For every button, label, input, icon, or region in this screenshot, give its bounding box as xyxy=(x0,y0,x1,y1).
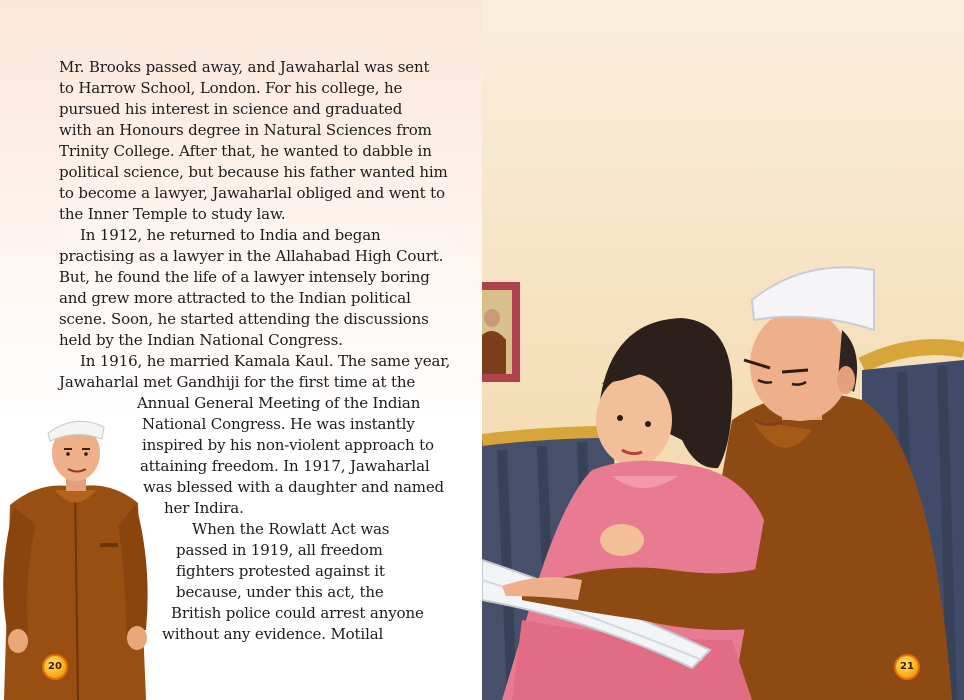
text-line: passed in 1919, all freedom xyxy=(176,541,383,559)
text-line: Trinity College. After that, he wanted to dabble in xyxy=(59,142,432,160)
text-line: National Congress. He was instantly xyxy=(142,415,415,433)
text-line: with an Honours degree in Natural Sciences from xyxy=(59,121,432,139)
text-line: was blessed with a daughter and named xyxy=(143,478,445,496)
text-line: held by the Indian National Congress. xyxy=(59,331,343,349)
text-line: Annual General Meeting of the Indian xyxy=(137,394,421,412)
right-page xyxy=(482,0,964,700)
text-line: pursued his interest in science and graduated xyxy=(59,100,403,118)
text-line: Mr. Brooks passed away, and Jawaharlal was sent xyxy=(59,58,430,76)
text-line: and grew more attracted to the Indian political xyxy=(59,289,411,307)
text-line: the Inner Temple to study law. xyxy=(59,205,286,223)
text-line: practising as a lawyer in the Allahabad High Court. xyxy=(59,247,444,265)
text-line: her Indira. xyxy=(164,499,244,517)
nehru-illustration xyxy=(0,395,150,700)
text-line: British police could arrest anyone xyxy=(171,604,424,622)
page-number: 20 xyxy=(42,654,68,680)
text-line: to become a lawyer, Jawaharlal obliged and went to xyxy=(59,184,445,202)
text-line: because, under this act, the xyxy=(176,583,384,601)
text-line: When the Rowlatt Act was xyxy=(192,520,390,538)
text-line: scene. Soon, he started attending the discussions xyxy=(59,310,429,328)
text-line: In 1916, he married Kamala Kaul. The same year, xyxy=(80,352,451,370)
text-line: fighters protested against it xyxy=(176,562,385,580)
text-line: to Harrow School, London. For his college, he xyxy=(59,79,403,97)
text-line: without any evidence. Motilal xyxy=(162,625,384,643)
text-line: political science, but because his father wanted him xyxy=(59,163,448,181)
page-number: 21 xyxy=(894,654,920,680)
text-line: inspired by his non-violent approach to xyxy=(142,436,434,454)
text-line: But, he found the life of a lawyer intensely boring xyxy=(59,268,430,286)
reading-scene-illustration xyxy=(482,0,964,700)
text-line: attaining freedom. In 1917, Jawaharlal xyxy=(140,457,430,475)
text-line: Jawaharlal met Gandhiji for the first time at the xyxy=(59,373,416,391)
text-line: In 1912, he returned to India and began xyxy=(80,226,381,244)
